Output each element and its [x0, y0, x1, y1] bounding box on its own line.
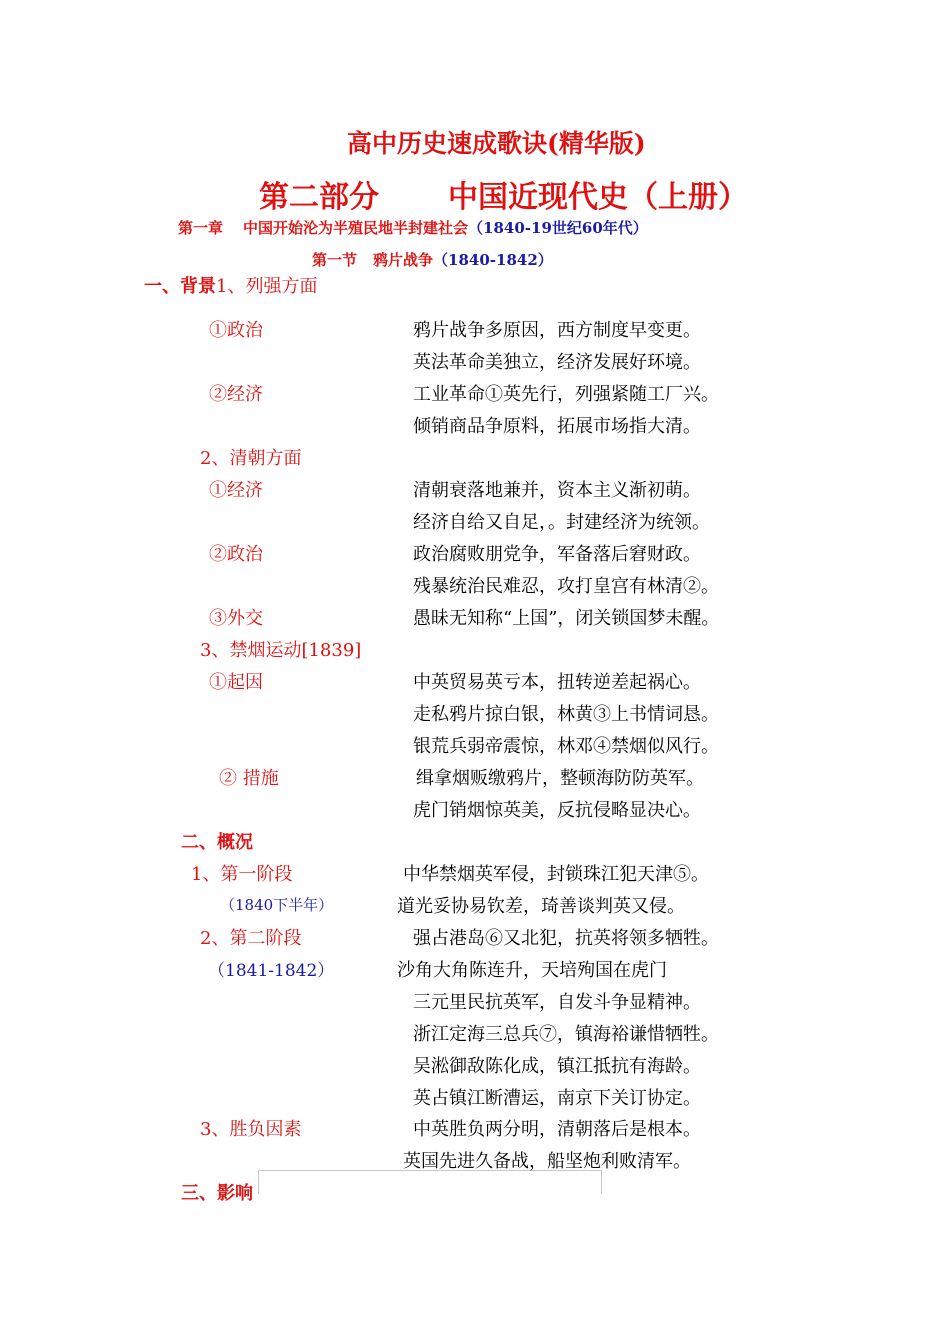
verse-line: 走私鸦片掠白银，林黄③上书情词恳。 [413, 704, 719, 725]
section-label: 第一节 [312, 251, 358, 269]
verse-line: 工业革命①英先行，列强紧随工厂兴。 [413, 384, 719, 405]
verse-line: 英占镇江断漕运，南京下关订协定。 [413, 1088, 701, 1109]
label-politics-2: ②政治 [209, 544, 263, 565]
document-title: 高中历史速成歌诀(精华版) [347, 129, 646, 158]
chapter-label: 第一章 [178, 219, 224, 237]
verse-line: 道光妥协易钦差，琦善谈判英又侵。 [397, 896, 685, 917]
chapter-text: 中国开始沦为半殖民地半封建社会 [243, 219, 469, 237]
label-measures: ② 措施 [219, 768, 279, 789]
verse-line: 中英贸易英亏本，扭转逆差起祸心。 [413, 672, 701, 693]
verse-line: 愚昧无知称“上国”，闭关锁国梦未醒。 [413, 608, 720, 629]
overview-heading: 二、概况 [181, 832, 253, 853]
verse-line: 沙角大角陈连升，天培殉国在虎门 [397, 960, 667, 981]
part-name: 第二部分 [259, 180, 379, 215]
label-diplomacy: ③外交 [209, 608, 263, 629]
verse-line: 虎门销烟惊英美，反抗侵略显决心。 [413, 800, 701, 821]
verse-line: 银荒兵弱帝震惊，林邓④禁烟似风行。 [413, 736, 719, 757]
verse-line: 中英胜负两分明，清朝落后是根本。 [413, 1119, 701, 1140]
label-economy-2: ①经济 [209, 480, 263, 501]
section-text: 鸦片战争 [373, 251, 434, 269]
verse-line: 英国先进久备战，船坚炮利败清军。 [403, 1151, 691, 1172]
powers-subheading: 1、列强方面 [216, 276, 318, 297]
verse-line: 强占港岛⑥又北犯，抗英将领多牺牲。 [413, 928, 719, 949]
verse-line: 浙江定海三总兵⑦，镇海裕谦惜牺牲。 [413, 1024, 719, 1045]
label-opium-ban: 3、禁烟运动[1839] [200, 640, 362, 661]
empty-text-box [258, 1170, 602, 1194]
verse-line: 缉拿烟贩缴鸦片，整顿海防防英军。 [416, 768, 704, 789]
verse-line: 中华禁烟英军侵，封锁珠江犯天津⑤。 [403, 864, 709, 885]
label-cause: ①起因 [209, 672, 263, 693]
label-stage-1: 1、第一阶段 [191, 864, 293, 885]
section-range: （1840-1842） [433, 251, 553, 269]
verse-line: 清朝衰落地兼并，资本主义渐初萌。 [413, 480, 701, 501]
verse-line: 吴淞御敌陈化成，镇江抵抗有海龄。 [413, 1056, 701, 1077]
part-subject: 中国近现代史（上册） [448, 180, 748, 215]
background-heading [144, 272, 317, 298]
label-stage-1-time: （1840下半年） [220, 896, 334, 914]
verse-line: 三元里民抗英军，自发斗争显精神。 [413, 992, 701, 1013]
label-stage-2: 2、第二阶段 [200, 928, 302, 949]
label-politics-1: ①政治 [209, 320, 263, 341]
verse-line: 鸦片战争多原因，西方制度早变更。 [413, 320, 701, 341]
section-heading [312, 249, 553, 270]
verse-line: 政治腐败朋党争，军备落后窘财政。 [413, 544, 701, 565]
impact-heading: 三、影响 [181, 1183, 253, 1204]
label-stage-2-time: （1841-1842） [208, 961, 335, 981]
chapter-heading [178, 217, 648, 238]
verse-line: 英法革命美独立，经济发展好环境。 [413, 352, 701, 373]
chapter-range: （1840-19世纪60年代） [468, 219, 648, 237]
label-economy-1: ②经济 [209, 384, 263, 405]
verse-line: 倾销商品争原料，拓展市场指大清。 [413, 416, 701, 437]
background-title: 一、背景 [144, 276, 216, 297]
verse-line: 经济自给又自足，。封建经济为统领。 [413, 512, 710, 533]
verse-line: 残暴统治民难忍，攻打皇宫有林清②。 [413, 576, 719, 597]
label-qing-dynasty: 2、清朝方面 [200, 448, 302, 469]
label-factors: 3、胜负因素 [200, 1119, 302, 1140]
